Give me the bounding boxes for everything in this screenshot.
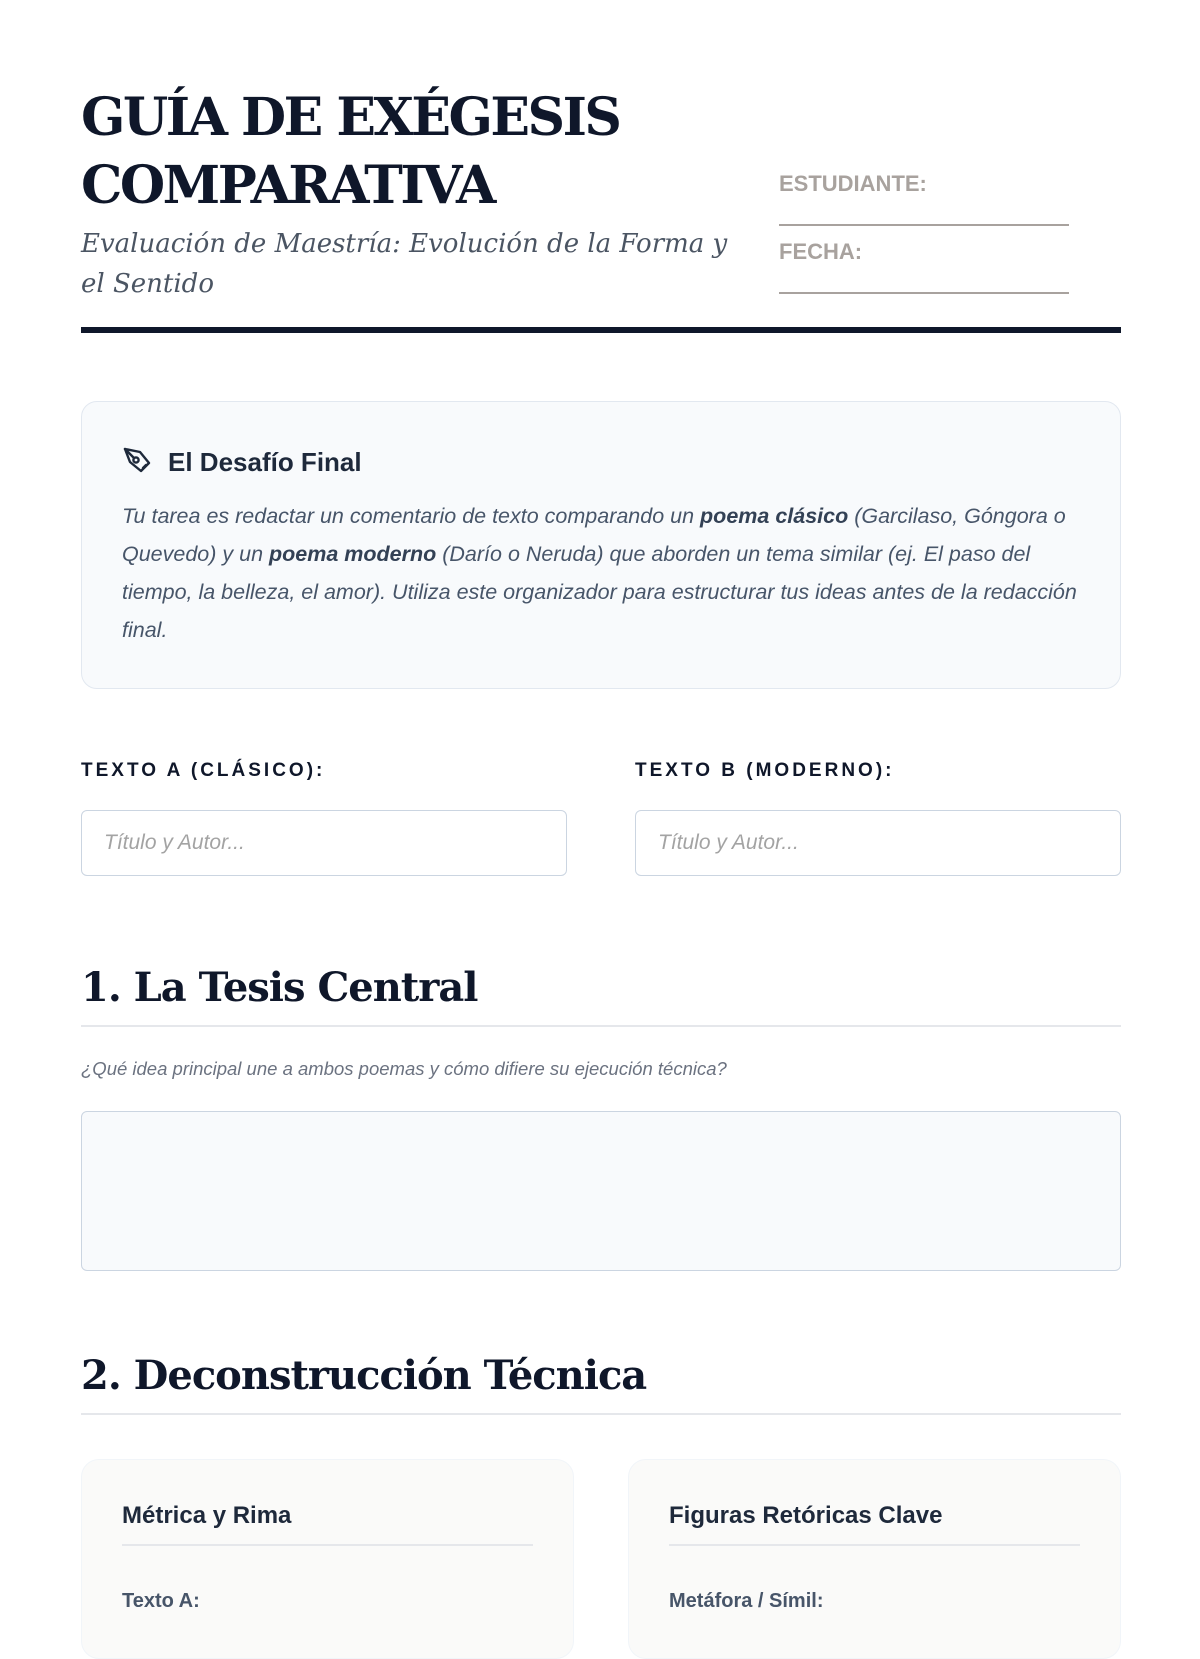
- header-rule: [81, 327, 1121, 333]
- page-subtitle: Evaluación de Maestría: Evolución de la Forma y el Sentido: [81, 229, 728, 299]
- metrics-text-a-label: Texto A:: [122, 1590, 200, 1612]
- metrics-card: [81, 1459, 574, 1659]
- metrics-card-title: Métrica y Rima: [122, 1502, 533, 1546]
- text-b-input[interactable]: [635, 810, 1121, 876]
- thesis-answer[interactable]: [81, 1111, 1121, 1271]
- text-selection: [81, 760, 1121, 876]
- challenge-box: [81, 401, 1121, 689]
- pen-nib-icon: [122, 444, 154, 481]
- text-a-label: TEXTO A (CLÁSICO):: [81, 760, 326, 781]
- text-b-label: TEXTO B (MODERNO):: [635, 760, 895, 781]
- highlight-modern: poema moderno: [269, 542, 437, 566]
- text-a-input[interactable]: [81, 810, 567, 876]
- student-line[interactable]: [779, 224, 1069, 226]
- page-title: GUÍA DE EXÉGESIS COMPARATIVA: [81, 87, 620, 216]
- thesis-prompt: ¿Qué idea principal une a ambos poemas y cómo difiere su ejecución técnica?: [81, 1058, 727, 1079]
- section-technical-title: 2. Deconstrucción Técnica: [81, 1352, 1121, 1415]
- section-thesis-title: 1. La Tesis Central: [81, 964, 1121, 1027]
- highlight-classic: poema clásico: [700, 504, 849, 528]
- student-meta: [779, 84, 1069, 306]
- technical-cards: [81, 1459, 1121, 1612]
- figures-card-title: Figuras Retóricas Clave: [669, 1502, 1080, 1546]
- student-label: ESTUDIANTE:: [779, 171, 927, 196]
- challenge-title: El Desafío Final: [168, 447, 362, 477]
- figures-card: [628, 1459, 1121, 1659]
- figures-metaphor-label: Metáfora / Símil:: [669, 1590, 824, 1612]
- date-line[interactable]: [779, 292, 1069, 294]
- challenge-text: Tu tarea es redactar un comentario de texto comparando un poema clásico (Garcilaso, Góngora o Quevedo) y un poema moderno (Darío o Neruda) que aborden un tema similar (ej. El paso del tiempo, la belleza, el amor). Utiliza este organizador para estructurar tus ideas antes de la redacción final.: [122, 504, 1077, 642]
- date-label: FECHA:: [779, 239, 863, 264]
